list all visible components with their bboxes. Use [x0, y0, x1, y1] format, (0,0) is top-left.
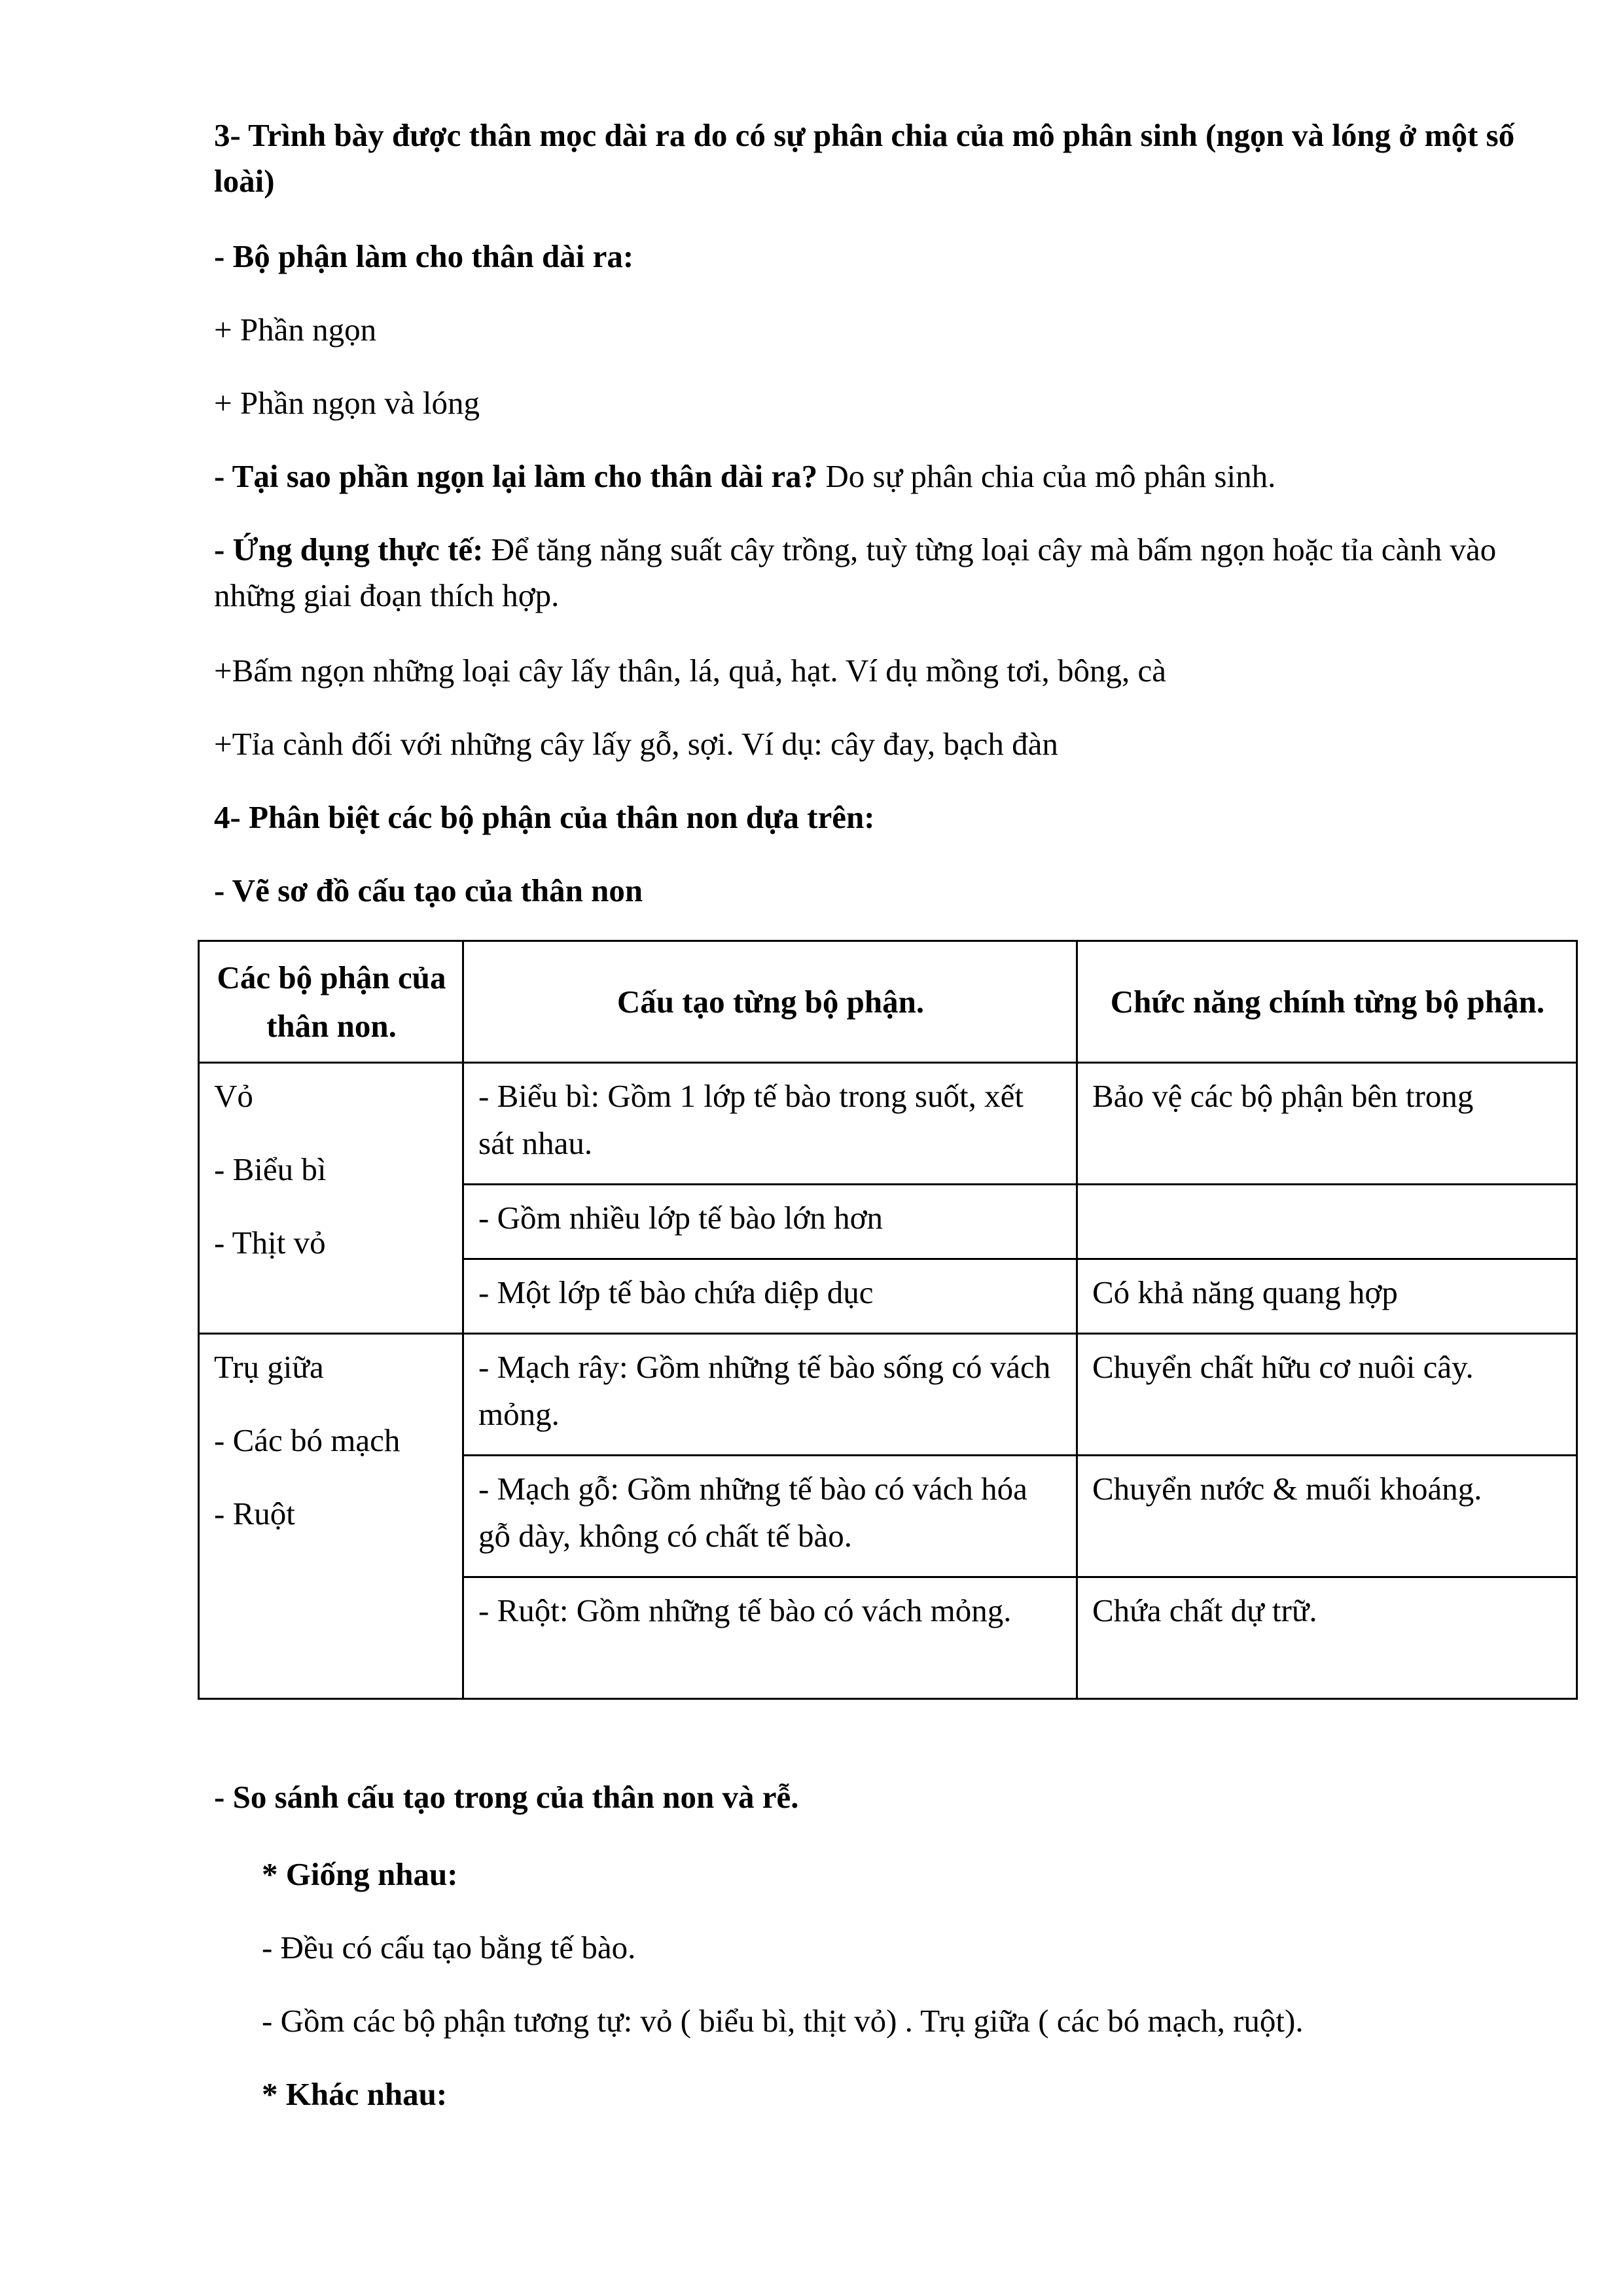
- structure-cell: - Một lớp tế bào chứa diệp dục: [463, 1259, 1077, 1334]
- diagram-subheading: - Vẽ sơ đồ cấu tạo của thân non: [214, 872, 643, 908]
- application-label: - Ứng dụng thực tế:: [214, 531, 484, 567]
- function-cell: Chuyển nước & muối khoáng.: [1077, 1456, 1577, 1577]
- similarity-item: - Đều có cấu tạo bằng tế bào.: [262, 1929, 636, 1965]
- similarities-label: * Giống nhau:: [262, 1856, 458, 1892]
- pith: - Ruột: [214, 1496, 295, 1532]
- bark-parts-cell: [199, 1063, 463, 1334]
- table-header-row: [199, 941, 1577, 1063]
- differences-label: * Khác nhau:: [262, 2076, 448, 2112]
- function-cell: Chuyển chất hữu cơ nuôi cây.: [1077, 1334, 1577, 1456]
- function-cell: Có khả năng quang hợp: [1077, 1259, 1577, 1334]
- why-answer: Do sự phân chia của mô phân sinh.: [817, 458, 1276, 494]
- function-cell: [1077, 1185, 1577, 1259]
- central-cylinder-parts-cell: [199, 1334, 463, 1699]
- bark-cortex: - Thịt vỏ: [214, 1225, 326, 1261]
- table-row: [199, 1334, 1577, 1456]
- structure-cell: - Gồm nhiều lớp tế bào lớn hơn: [463, 1185, 1077, 1259]
- compare-heading: - So sánh cấu tạo trong của thân non và rễ.: [214, 1779, 799, 1815]
- header-function: Chức năng chính từng bộ phận.: [1077, 941, 1577, 1063]
- header-parts: Các bộ phận của thân non.: [199, 941, 463, 1063]
- header-structure: Cấu tạo từng bộ phận.: [463, 941, 1077, 1063]
- structure-cell: - Mạch rây: Gồm những tế bào sống có vách mỏng.: [463, 1334, 1077, 1456]
- pruning-bullet: +Tỉa cành đối với những cây lấy gỗ, sợi. Ví dụ: cây đay, bạch đàn: [214, 726, 1058, 762]
- application-paragraph: [214, 527, 1529, 619]
- structure-cell: - Ruột: Gồm những tế bào có vách mỏng.: [463, 1577, 1077, 1699]
- function-cell: Chứa chất dự trữ.: [1077, 1577, 1577, 1699]
- bark-epidermis: - Biểu bì: [214, 1151, 327, 1187]
- why-label: - Tại sao phần ngọn lại làm cho thân dài ra?: [214, 458, 818, 494]
- bark-title: Vỏ: [214, 1078, 253, 1114]
- growth-part-item: + Phần ngọn: [214, 312, 377, 348]
- pinching-bullet: +Bấm ngọn những loại cây lấy thân, lá, quả, hạt. Ví dụ mồng tơi, bông, cà: [214, 653, 1167, 689]
- stem-structure-table: [198, 940, 1578, 1700]
- vascular-bundles: - Các bó mạch: [214, 1422, 401, 1458]
- why-question: [214, 454, 1275, 499]
- structure-cell: - Biểu bì: Gồm 1 lớp tế bào trong suốt, xết sát nhau.: [463, 1063, 1077, 1185]
- growth-part-label: - Bộ phận làm cho thân dài ra:: [214, 238, 634, 274]
- application-text: Để tăng năng suất cây trồng, tuỳ từng loại cây mà bấm ngọn hoặc tỉa cành vào những giai đoạn thích hợp.: [214, 531, 1497, 613]
- central-cylinder-title: Trụ giữa: [214, 1349, 324, 1385]
- section-4-heading: 4- Phân biệt các bộ phận của thân non dựa trên:: [214, 799, 875, 835]
- function-cell: Bảo vệ các bộ phận bên trong: [1077, 1063, 1577, 1185]
- table-row: [199, 1063, 1577, 1185]
- similarity-item: - Gồm các bộ phận tương tự: vỏ ( biểu bì, thịt vỏ) . Trụ giữa ( các bó mạch, ruột).: [262, 2003, 1304, 2039]
- section-3-heading: 3- Trình bày được thân mọc dài ra do có sự phân chia của mô phân sinh (ngọn và lóng ở một số loài): [214, 117, 1515, 199]
- structure-cell: - Mạch gỗ: Gồm những tế bào có vách hóa gỗ dày, không có chất tế bào.: [463, 1456, 1077, 1577]
- growth-part-item: + Phần ngọn và lóng: [214, 385, 480, 421]
